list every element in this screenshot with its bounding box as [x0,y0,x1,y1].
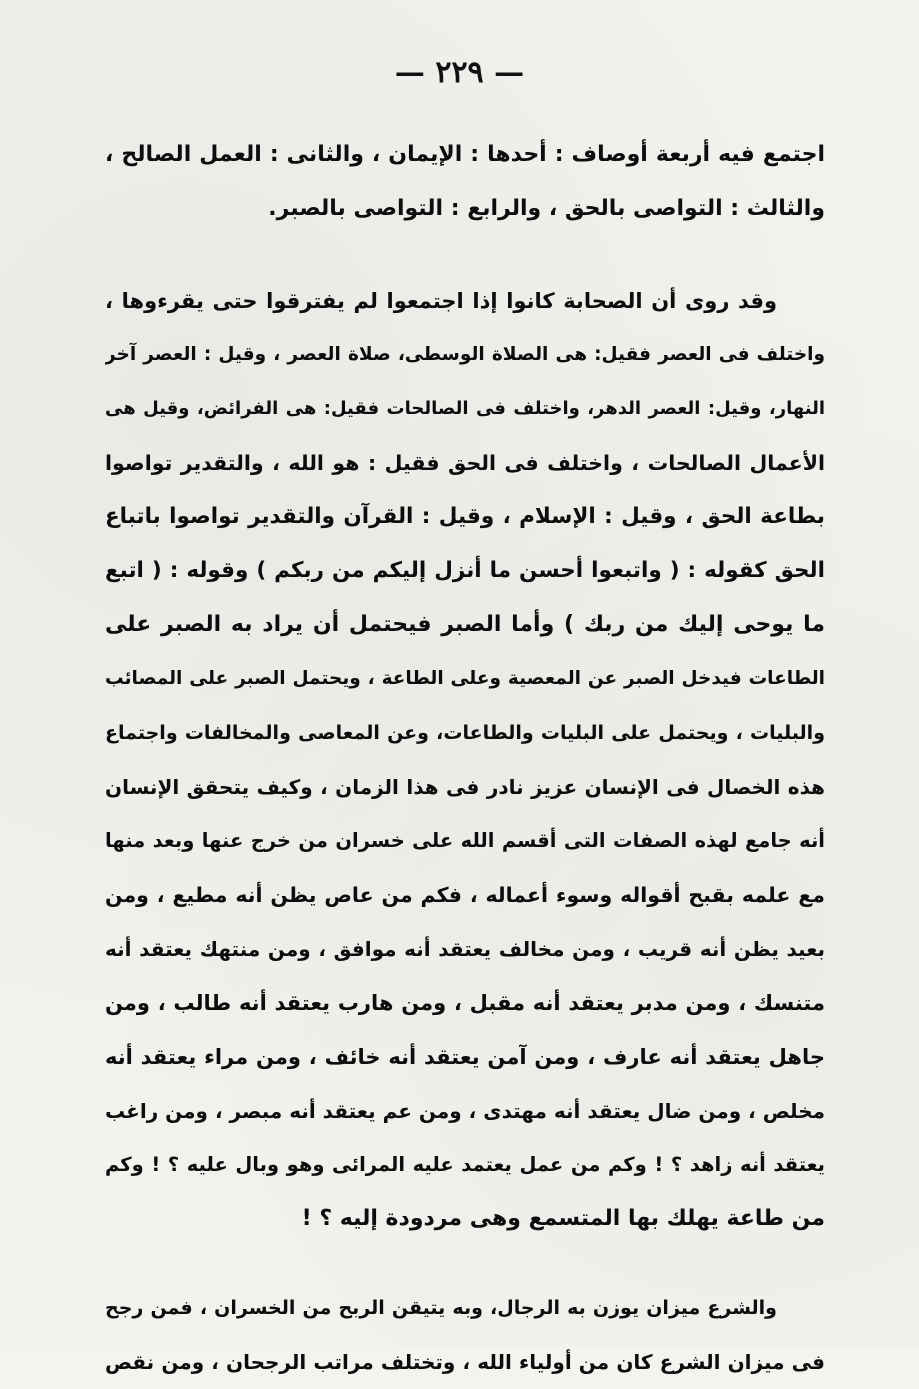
text-line: الطاعات فيدخل الصبر عن المعصية وعلى الطاعة ، ويحتمل الصبر على المصائب [105,668,825,689]
text-line: وقد روى أن الصحابة كانوا إذا اجتمعوا لم يفترقوا حتى يقرءوها ، [105,289,777,313]
text-line: هذه الخصال فى الإنسان عزيز نادر فى هذا الزمان ، وكيف يتحقق الإنسان [105,775,825,799]
text-line: بعيد يظن أنه قريب ، ومن مخالف يعتقد أنه موافق ، ومن منتهك يعتقد أنه [105,937,825,961]
paragraph-3 [105,1281,825,1389]
text-line: النهار، وقيل: العصر الدهر، واختلف فى الصالحات فقيل: هى الفرائض، وقيل هى [105,398,825,419]
text-line: والثالث : التواصى بالحق ، والرابع : التواصى بالصبر. [268,196,825,221]
text-line: يعتقد أنه زاهد ؟ ! وكم من عمل يعتمد عليه المرائى وهو وبال عليه ؟ ! وكم [105,1153,825,1176]
text-line: والشرع ميزان يوزن به الرجال، وبه يتيقن الربح من الخسران ، فمن رجح [105,1297,777,1319]
text-line: ما يوحى إليك من ربك ) وأما الصبر فيحتمل أن يراد به الصبر على [105,612,825,637]
paragraph-1 [105,128,825,236]
text-line: الحق كقوله : ( واتبعوا أحسن ما أنزل إليكم من ربكم ) وقوله : ( اتبع [105,558,825,583]
text-line: اجتمع فيه أربعة أوصاف : أحدها : الإيمان ، والثانى : العمل الصالح ، [105,142,825,167]
paragraph-2 [105,274,825,1246]
text-line: جاهل يعتقد أنه عارف ، ومن آمن يعتقد أنه خائف ، ومن مراء يعتقد أنه [105,1045,825,1069]
text-line: فى ميزان الشرع كان من أولياء الله ، وتختلف مراتب الرجحان ، ومن نقص [105,1350,825,1374]
text-line: بطاعة الحق ، وقيل : الإسلام ، وقيل : القرآن والتقدير تواصوا باتباع [105,504,825,529]
text-line: واختلف فى العصر فقيل: هى الصلاة الوسطى، صلاة العصر ، وقيل : العصر آخر [105,344,825,365]
page-number: — ٢٢٩ — [394,55,525,90]
text-line: من طاعة يهلك بها المتسمع وهى مردودة إليه ؟ ! [301,1206,825,1231]
text-line: الأعمال الصالحات ، واختلف فى الحق فقيل : هو الله ، والتقدير تواصوا [105,451,825,475]
text-line: أنه جامع لهذه الصفات التى أقسم الله على خسران من خرج عنها وبعد منها [105,829,825,852]
text-line: متنسك ، ومن مدبر يعتقد أنه مقبل ، ومن هارب يعتقد أنه طالب ، ومن [105,991,825,1015]
text-line: مخلص ، ومن ضال يعتقد أنه مهتدى ، ومن عم يعتقد أنه مبصر ، ومن راغب [105,1099,825,1123]
text-line: والبليات ، ويحتمل على البليات والطاعات، وعن المعاصى والمخالفات واجتماع [105,722,825,744]
text-line: مع علمه بقبح أقواله وسوء أعماله ، فكم من عاص يظن أنه مطيع ، ومن [105,883,825,907]
page-body [105,128,825,1389]
